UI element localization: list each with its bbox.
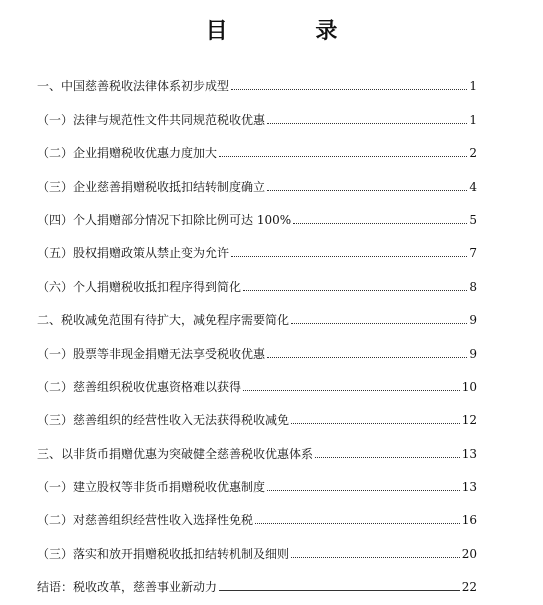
toc-entry-label: （四）个人捐赠部分情况下扣除比例可达 100%	[37, 212, 292, 227]
toc-leader	[291, 323, 467, 324]
toc-page-number: 8	[469, 279, 477, 294]
toc-entry-label: （三）慈善组织的经营性收入无法获得税收减免	[37, 413, 290, 428]
toc-entry[interactable]	[37, 93, 477, 126]
toc-leader	[291, 557, 460, 558]
toc-entry-label: （一）股票等非现金捐赠无法享受税收优惠	[37, 346, 266, 361]
toc-page-number: 13	[461, 446, 477, 461]
toc-page-number: 2	[469, 146, 477, 161]
toc-entry-label: （二）对慈善组织经营性收入选择性免税	[37, 513, 254, 528]
toc-entry[interactable]	[37, 461, 477, 494]
toc-page-number: 4	[469, 179, 477, 194]
toc-entry-label: （一）法律与规范性文件共同规范税收优惠	[37, 112, 266, 127]
toc-leader	[267, 123, 467, 124]
toc-entry[interactable]	[37, 494, 477, 527]
toc-entry[interactable]	[37, 361, 477, 394]
toc-leader	[293, 223, 467, 224]
toc-page-number: 9	[469, 346, 477, 361]
toc-entry[interactable]	[37, 294, 477, 327]
toc-entry-label: （三）落实和放开捐赠税收抵扣结转机制及细则	[37, 546, 290, 561]
toc-leader	[219, 156, 467, 157]
toc-entry-label: （五）股权捐赠政策从禁止变为允许	[37, 246, 230, 261]
toc-entry-label: 一、中国慈善税收法律体系初步成型	[37, 79, 230, 94]
toc-page-number: 22	[461, 580, 477, 595]
toc-page-number: 16	[461, 513, 477, 528]
toc-leader	[267, 357, 467, 358]
toc-leader	[231, 89, 467, 90]
toc-entry-label: 二、税收减免范围有待扩大，减免程序需要简化	[37, 313, 290, 328]
page-title: 目 录	[205, 19, 378, 44]
toc-entry[interactable]	[37, 194, 477, 227]
toc-leader	[243, 290, 467, 291]
toc-leader	[231, 256, 467, 257]
toc-leader	[219, 590, 460, 591]
toc-entry-label: （六）个人捐赠税收抵扣程序得到简化	[37, 279, 242, 294]
toc-entry-label: 三、以非货币捐赠优惠为突破健全慈善税收优惠体系	[37, 446, 314, 461]
toc-entry[interactable]	[37, 394, 477, 427]
toc-entry[interactable]	[37, 427, 477, 460]
toc-leader	[255, 523, 460, 524]
toc-leader	[315, 457, 460, 458]
toc-page-number: 20	[461, 546, 477, 561]
toc-entry-label: （二）慈善组织税收优惠资格难以获得	[37, 379, 242, 394]
toc-entry[interactable]	[37, 327, 477, 360]
toc-page-number: 1	[469, 79, 477, 94]
toc-leader	[243, 390, 460, 391]
toc-leader	[267, 190, 467, 191]
toc-entry-label: （一）建立股权等非货币捐赠税收优惠制度	[37, 480, 266, 495]
toc-list	[37, 60, 477, 594]
toc-page-number: 5	[469, 212, 477, 227]
toc-entry[interactable]	[37, 260, 477, 293]
toc-entry[interactable]	[37, 127, 477, 160]
toc-leader	[291, 423, 460, 424]
toc-entry-label: （三）企业慈善捐赠税收抵扣结转制度确立	[37, 179, 266, 194]
toc-page-number: 13	[461, 480, 477, 495]
toc-entry[interactable]	[37, 60, 477, 93]
toc-entry[interactable]	[37, 561, 477, 594]
toc-entry[interactable]	[37, 227, 477, 260]
toc-page-number: 1	[469, 112, 477, 127]
toc-entry-label: 结语：税收改革，慈善事业新动力	[37, 580, 218, 595]
toc-page-number: 12	[461, 413, 477, 428]
toc-page-number: 9	[469, 313, 477, 328]
toc-leader	[267, 490, 460, 491]
toc-page-number: 10	[461, 379, 477, 394]
toc-page-number: 7	[469, 246, 477, 261]
toc-entry-label: （二）企业捐赠税收优惠力度加大	[37, 146, 218, 161]
toc-entry[interactable]	[37, 160, 477, 193]
toc-entry[interactable]	[37, 527, 477, 560]
